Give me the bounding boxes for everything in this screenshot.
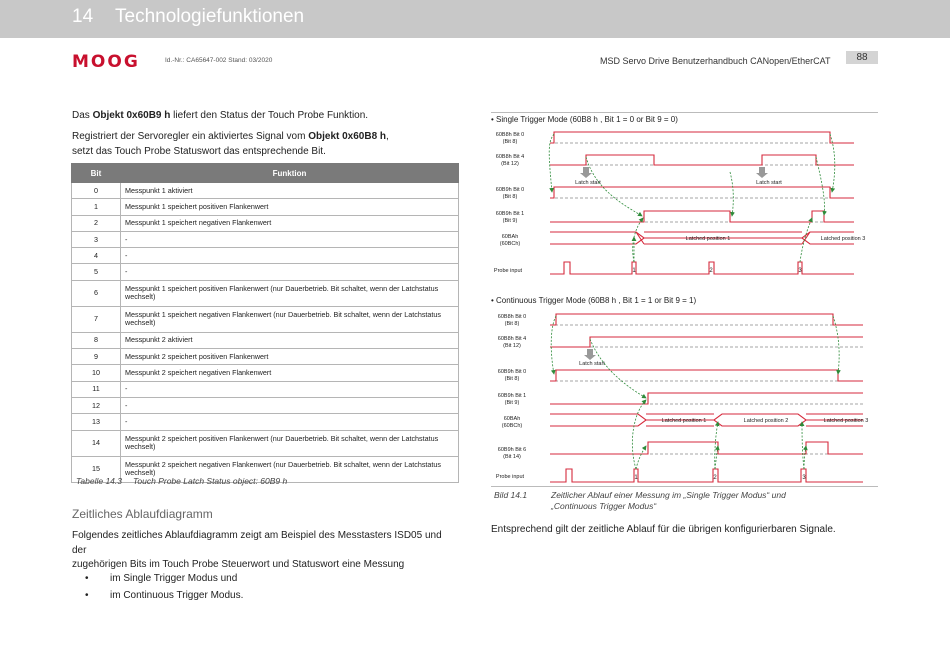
bit-number-cell: 6 [72,280,121,306]
causality-arrow [816,157,825,215]
signal-label: (Bit 12) [503,343,521,349]
bit-number-cell: 15 [72,456,121,482]
bit-number-cell: 13 [72,414,121,430]
function-cell: Messpunkt 1 speichert positiven Flankenwert [121,199,459,215]
bit-number-cell: 3 [72,231,121,247]
waveform [550,420,863,426]
figure-caption-number: Bild 14.1 [494,490,528,500]
column-header-bit: Bit [72,164,121,183]
function-cell: Messpunkt 1 speichert negativen Flankenwert (nur Dauerbetrieb. Bit schaltet, wenn der Latchstatus wechselt) [121,306,459,332]
causality-arrow [590,339,646,398]
object-ref: Objekt 0x60B9 h [92,110,171,121]
waveform [550,469,863,482]
signal-label: 60BAh [503,416,521,422]
reference-lines [550,325,863,454]
table-row [72,430,459,456]
table-caption-number: Tabelle 14.3 [76,476,123,486]
waveform [550,314,863,325]
intro-text: Das [72,110,93,121]
intro-line-1 [72,110,368,121]
bit-number-cell: 14 [72,430,121,456]
signal-label: 60B8h Bit 0 [495,132,525,138]
signal-label: (Bit 9) [504,400,520,406]
table-row [72,397,459,413]
function-cell: Messpunkt 1 speichert positiven Flankenwert (nur Dauerbetrieb. Bit schaltet, wenn der Latchstatus wechselt) [121,280,459,306]
function-cell: Messpunkt 2 aktiviert [121,332,459,348]
table-row [72,414,459,430]
timing-diagram [488,112,880,486]
waveform [636,232,644,244]
pulse-number: 2 [709,268,713,274]
bullet-text: im Continuous Trigger Modus. [110,590,244,601]
latched-position-label: Latched position 1 [661,418,707,424]
bullet-text: im Single Trigger Modus und [110,573,238,584]
signal-label: (Bit 14) [503,454,521,460]
causality-arrow [802,422,804,469]
table-row [72,306,459,332]
function-cell: - [121,231,459,247]
signal-label: 60B9h Bit 0 [495,187,525,193]
signal-label: 60B8h Bit 4 [497,336,527,342]
latched-position-label: Latched position 3 [823,418,869,424]
latched-position-label: Latched position 3 [820,236,866,242]
bit-number-cell: 2 [72,215,121,231]
signal-label: (Bit 8) [502,139,518,145]
latched-position-label: Latched position 1 [685,236,731,242]
table-row [72,264,459,280]
causality-arrow [636,446,646,469]
waveform [550,155,854,165]
waveforms [550,314,863,482]
table-row [72,183,459,199]
chapter-number: 14 [72,6,94,27]
table-row [72,231,459,247]
signal-label: Probe input [495,474,525,480]
bit-number-cell: 9 [72,349,121,365]
latch-start-marker [756,167,768,178]
waveform [550,262,854,274]
signal-label: (Bit 9) [502,218,518,224]
signal-label: 60B9h Bit 1 [497,393,527,399]
bullet-marker: • [85,590,89,601]
status-bits-table [71,163,459,483]
pulse-number: 1 [632,268,636,274]
causality-arrow [730,172,733,216]
latch-start-label: Latch start [756,180,782,186]
latch-start-marker [584,349,596,360]
signal-label: 60B8h Bit 0 [497,314,527,320]
intro-text: , [386,131,389,142]
pulse-number: 3 [798,268,802,274]
signal-label: Probe input [493,268,523,274]
section-paragraph-1b: der [72,545,87,556]
table-row [72,248,459,264]
waveform [550,393,863,404]
function-cell: - [121,381,459,397]
function-cell: Messpunkt 2 speichert positiven Flankenwert (nur Dauerbetrieb. Bit schaltet, wenn der Latchstatus wechselt) [121,430,459,456]
latched-position-label: Latched position 2 [743,418,789,424]
page-number: 88 [846,51,878,64]
table-row [72,381,459,397]
latch-start-label: Latch start [575,180,601,186]
intro-text: Registriert der Servoregler ein aktiviertes Signal vom [72,131,309,142]
bit-number-cell: 10 [72,365,121,381]
bit-number-cell: 4 [72,248,121,264]
table-caption: Touch Probe Latch Status object: 60B9 h [133,476,288,486]
table-row [72,280,459,306]
signal-label: (Bit 8) [504,321,520,327]
waveform [550,337,863,347]
signal-label: (Bit 8) [504,376,520,382]
divider [491,486,878,487]
signal-label: (60BCh) [501,423,523,429]
waveforms [550,132,854,274]
pulse-number: 3 [802,475,806,481]
function-cell: Messpunkt 2 speichert negativen Flankenwert [121,365,459,381]
figure-caption-line-1: Zeitlicher Ablauf einer Messung im „Single Trigger Modus“ und [551,490,786,500]
object-ref: Objekt 0x60B8 h [308,131,387,142]
function-cell: - [121,264,459,280]
document-id: Id.-Nr.: CA65647-002 Stand: 03/2020 [165,57,273,64]
intro-line-3: setzt das Touch Probe Statuswort das entsprechende Bit. [72,146,326,157]
bullet-marker: • [85,573,89,584]
intro-line-2 [72,131,389,142]
intro-text: liefert den Status der Touch Probe Funktion. [170,110,369,121]
figure-caption-line-2: „Continuous Trigger Modus“ [551,501,657,511]
signal-label: (Bit 12) [501,161,519,167]
bit-number-cell: 8 [72,332,121,348]
table-row [72,365,459,381]
waveform [550,414,863,420]
latch-start-label: Latch start [579,361,605,367]
section-paragraph-2: zugehörigen Bits im Touch Probe Steuerwort und Statuswort eine Messung [72,559,405,570]
section-paragraph-1a: Folgendes zeitliches Ablaufdiagramm zeigt am Beispiel des Messtasters ISD05 und [72,530,442,541]
single-trigger-title: • Single Trigger Mode (60B8 h , Bit 1 = 0 or Bit 9 = 0) [491,115,678,124]
function-cell: - [121,248,459,264]
signal-label: 60B9h Bit 0 [497,369,527,375]
chapter-header-bar [0,0,950,38]
continuous-trigger-title: • Continuous Trigger Mode (60B8 h , Bit 1 = 1 or Bit 9 = 1) [491,296,697,305]
function-cell: Messpunkt 1 aktiviert [121,183,459,199]
table-row [72,215,459,231]
pulse-number: 1 [634,475,638,481]
causality-arrow [804,446,806,469]
waveform [550,370,863,381]
function-cell: - [121,397,459,413]
signal-label: (60BCh) [499,241,521,247]
function-cell: - [121,414,459,430]
waveform [550,132,854,143]
function-cell: Messpunkt 1 speichert negativen Flankenwert [121,215,459,231]
causality-arrow [800,218,812,262]
bit-number-cell: 0 [72,183,121,199]
bit-number-cell: 5 [72,264,121,280]
signal-label: 60B9h Bit 6 [497,447,527,453]
signal-label: 60B9h Bit 1 [495,211,525,217]
table-header-row [72,164,459,183]
bit-number-cell: 1 [72,199,121,215]
bit-number-cell: 11 [72,381,121,397]
section-heading: Zeitliches Ablaufdiagramm [72,507,213,521]
causality-arrow [715,446,718,469]
table-row [72,349,459,365]
bit-number-cell: 12 [72,397,121,413]
chapter-title: Technologiefunktionen [115,6,305,27]
signal-label: 60BAh [501,234,519,240]
table-row [72,332,459,348]
waveform [550,187,854,198]
waveform [550,211,854,222]
pulse-number: 2 [713,475,717,481]
waveform [550,442,863,454]
signal-label: (Bit 8) [502,194,518,200]
function-cell: Messpunkt 2 speichert negativen Flankenwert (nur Dauerbetrieb. Bit schaltet, wenn der Latchstatus wechselt) [121,456,459,482]
closing-paragraph: Entsprechend gilt der zeitliche Ablauf für die übrigen konfigurierbaren Signale. [491,524,836,535]
table-row [72,199,459,215]
moog-logo: MOOG [72,52,140,72]
signal-label: 60B8h Bit 4 [495,154,525,160]
function-cell: Messpunkt 2 speichert positiven Flankenwert [121,349,459,365]
column-header-function: Funktion [121,164,459,183]
manual-title: MSD Servo Drive Benutzerhandbuch CANopen/EtherCAT [600,56,831,66]
bit-number-cell: 7 [72,306,121,332]
